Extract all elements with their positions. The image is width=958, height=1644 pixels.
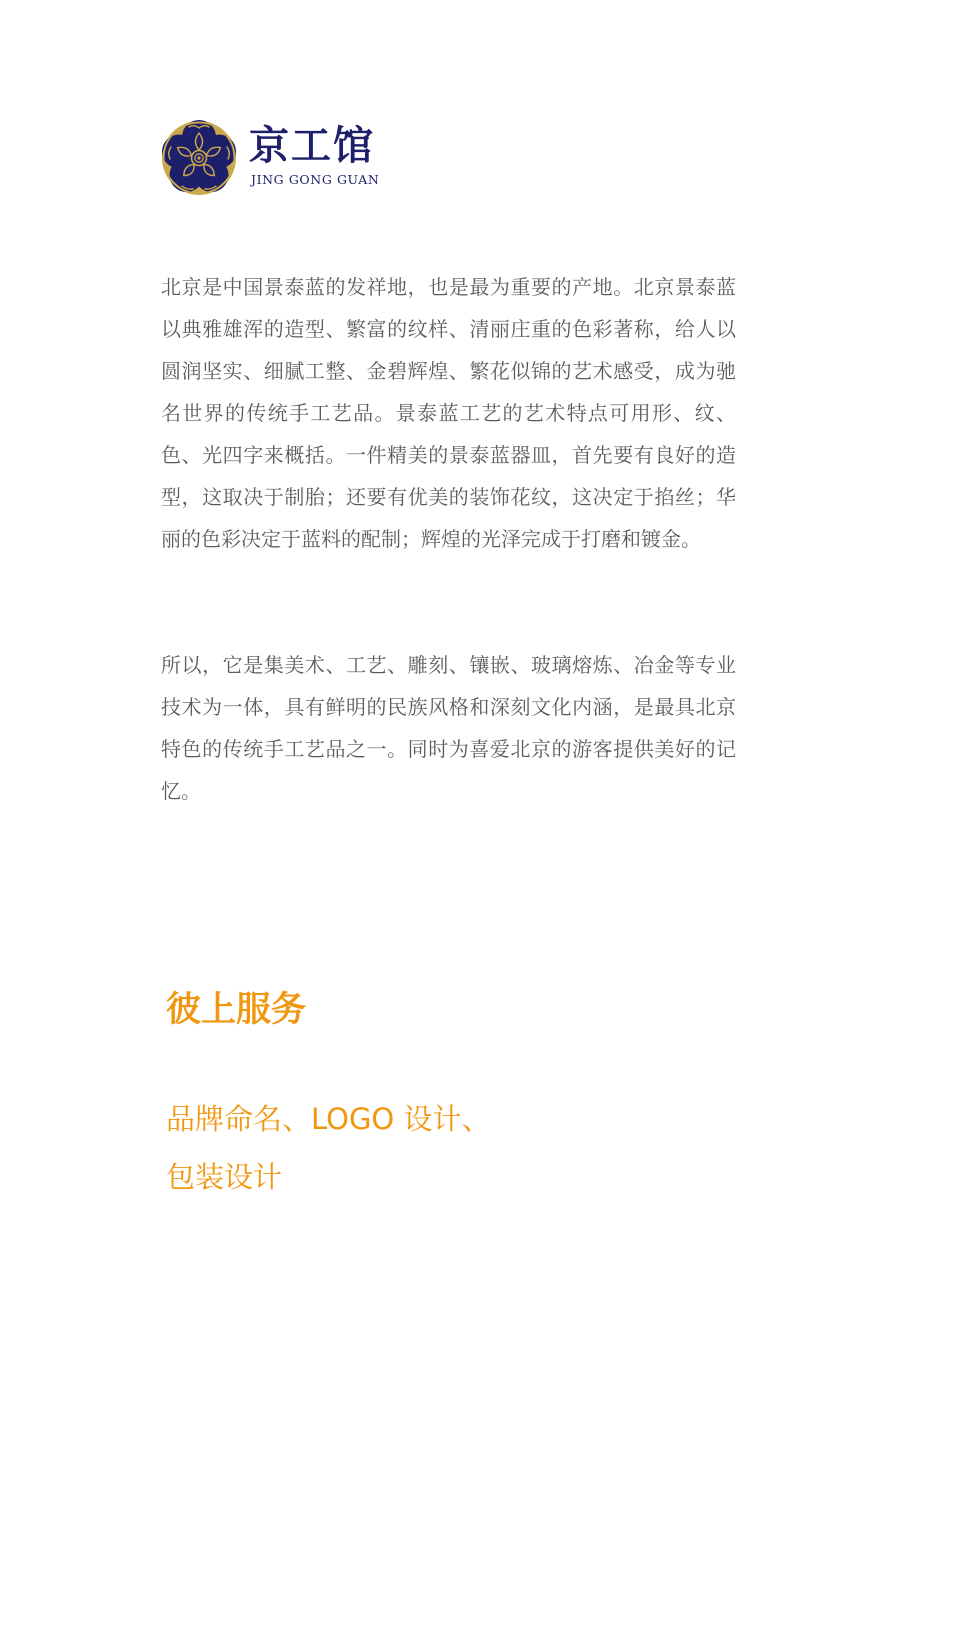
intro-paragraph-1: 北京是中国景泰蓝的发祥地，也是最为重要的产地。北京景泰蓝以典雅雄浑的造型、繁富的纹样、清丽庄重的色彩著称，给人以圆润坚实、细腻工整、金碧辉煌、繁花似锦的艺术感受，成为驰名世界的传统手工艺品。景泰蓝工艺的艺术特点可用形、纹、色、光四字来概括。一件精美的景泰蓝器皿，首先要有良好的造型，这取决于制胎；还要有优美的装饰花纹，这决定于掐丝；华丽的色彩决定于蓝料的配制；辉煌的光泽完成于打磨和镀金。 bbox=[161, 275, 736, 551]
brand-logo bbox=[161, 120, 401, 198]
brand-name-chinese: 京工馆 bbox=[249, 122, 375, 169]
services-list bbox=[166, 1090, 566, 1206]
cloisonne-flower-emblem-icon bbox=[161, 120, 237, 196]
services-line-1: 品牌命名、LOGO 设计、 bbox=[166, 1102, 491, 1136]
services-title: 彼上服务 bbox=[166, 990, 307, 1030]
services-line-2: 包装设计 bbox=[166, 1160, 283, 1194]
intro-paragraph-2: 所以，它是集美术、工艺、雕刻、镶嵌、玻璃熔炼、冶金等专业技术为一体，具有鲜明的民族风格和深刻文化内涵，是最具北京特色的传统手工艺品之一。同时为喜爱北京的游客提供美好的记忆。 bbox=[161, 653, 736, 803]
brand-name-english: JING GONG GUAN bbox=[251, 172, 380, 187]
